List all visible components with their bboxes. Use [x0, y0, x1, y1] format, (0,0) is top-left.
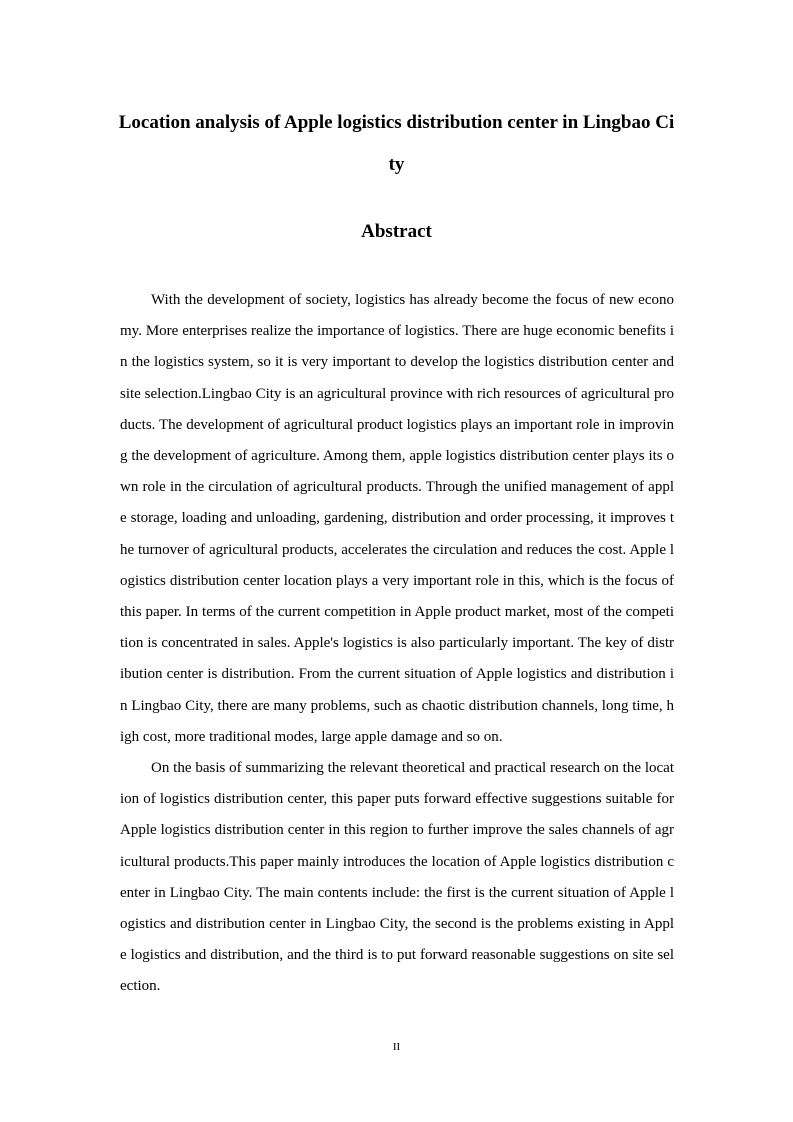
abstract-heading: Abstract	[361, 221, 432, 242]
page-number: II	[392, 1041, 401, 1053]
document-title: Location analysis of Apple logistics distribution center in Lingbao City	[118, 112, 675, 175]
abstract-paragraph-1: With the development of society, logistics has already become the focus of new economy. More enterprises realize the importance of logistics. There are huge economic benefits in the logistics system, so it is very important to develop the logistics distribution center and site selection.Lingbao City is an agricultural province with rich resources of agricultural products. The development of agricultural product logistics plays an important role in improving the development of agriculture. Among them, apple logistics distribution center plays its own role in the circulation of agricultural products. Through the unified management of apple storage, loading and unloading, gardening, distribution and order processing, it improves the turnover of agricultural products, accelerates the circulation and reduces the cost. Apple logistics distribution center location plays a very important role in this, which is the focus of this paper. In terms of the current competition in Apple product market, most of the competition is concentrated in sales. Apple's logistics is also particularly important. The key of distribution center is distribution. From the current situation of Apple logistics and distribution in Lingbao City, there are many problems, such as chaotic distribution channels, long time, high cost, more traditional modes, large apple damage and so on.	[120, 292, 674, 745]
abstract-paragraph-2: On the basis of summarizing the relevant theoretical and practical research on the location of logistics distribution center, this paper puts forward effective suggestions suitable for Apple logistics distribution center in this region to further improve the sales channels of agricultural products.This paper mainly introduces the location of Apple logistics distribution center in Lingbao City. The main contents include: the first is the current situation of Apple logistics and distribution center in Lingbao City, the second is the problems existing in Apple logistics and distribution, and the third is to put forward reasonable suggestions on site selection.	[120, 760, 674, 995]
abstract-body	[120, 285, 674, 1003]
